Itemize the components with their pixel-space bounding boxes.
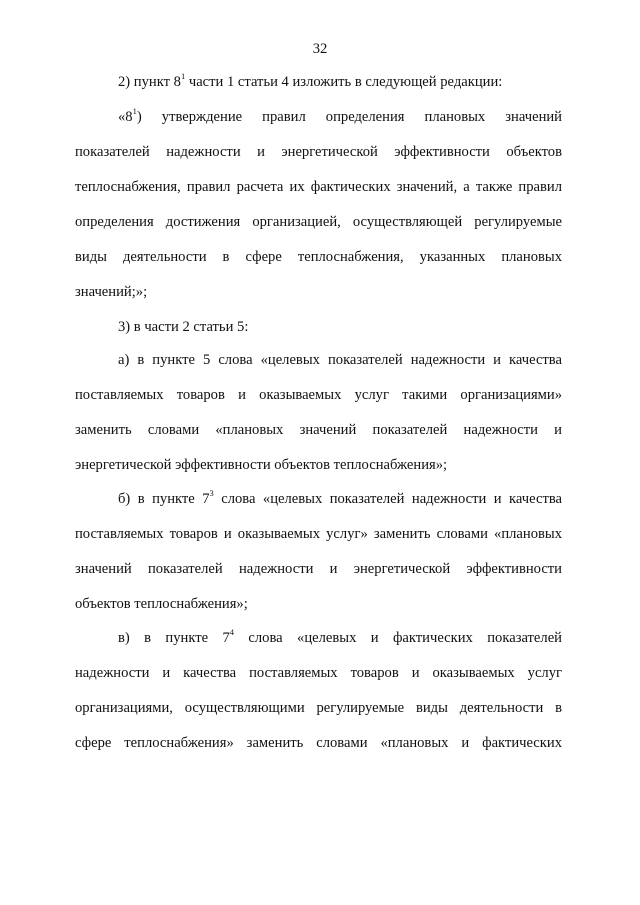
item-2-line bbox=[118, 72, 562, 92]
text: б) в пункте 7 bbox=[118, 491, 210, 507]
paragraph-line: определения достижения организацией, осуществляющей регулируемые bbox=[75, 214, 562, 230]
page-number: 32 bbox=[312, 41, 328, 57]
paragraph-line: поставляемых товаров и оказываемых услуг такими организациями» bbox=[75, 387, 562, 403]
paragraph-line: надежности и качества поставляемых товаров и оказываемых услуг bbox=[75, 665, 562, 681]
text: в) в пункте 7 bbox=[118, 630, 230, 646]
text: части 1 статьи 4 изложить в следующей редакции: bbox=[185, 74, 503, 90]
subitem-v-line bbox=[118, 628, 562, 648]
text: 2) пункт 8 bbox=[118, 74, 181, 90]
subitem-b-line bbox=[118, 489, 562, 509]
text: слова «целевых показателей надежности и качества bbox=[213, 491, 562, 507]
paragraph-line: энергетической эффективности объектов теплоснабжения»; bbox=[75, 457, 448, 473]
paragraph-line: значений;»; bbox=[75, 284, 148, 300]
paragraph-line: объектов теплоснабжения»; bbox=[75, 596, 248, 612]
paragraph-line: поставляемых товаров и оказываемых услуг» заменить словами «плановых bbox=[75, 526, 562, 542]
paragraph-line: показателей надежности и энергетической эффективности объектов bbox=[75, 144, 562, 160]
text: слова «целевых и фактических показателей bbox=[234, 630, 562, 646]
paragraph-line: организациями, осуществляющими регулируемые виды деятельности в bbox=[75, 700, 562, 716]
superscript: 3 bbox=[209, 488, 214, 499]
paragraph-line: заменить словами «плановых значений показателей надежности и bbox=[75, 422, 562, 438]
text: ) утверждение правил определения плановых значений bbox=[136, 109, 562, 125]
paragraph-line: виды деятельности в сфере теплоснабжения, указанных плановых bbox=[75, 249, 562, 265]
superscript: 4 bbox=[229, 627, 235, 638]
paragraph-line: сфере теплоснабжения» заменить словами «плановых и фактических bbox=[75, 735, 562, 751]
paragraph-line: значений показателей надежности и энергетической эффективности bbox=[75, 561, 562, 577]
quote-line bbox=[118, 107, 562, 127]
text: «8 bbox=[118, 109, 133, 125]
superscript: 1 bbox=[132, 106, 137, 117]
item-3-line: 3) в части 2 статьи 5: bbox=[118, 319, 249, 335]
subitem-a-line: а) в пункте 5 слова «целевых показателей надежности и качества bbox=[118, 352, 562, 368]
superscript: 1 bbox=[180, 71, 186, 82]
paragraph-line: теплоснабжения, правил расчета их фактических значений, а также правил bbox=[75, 179, 562, 195]
